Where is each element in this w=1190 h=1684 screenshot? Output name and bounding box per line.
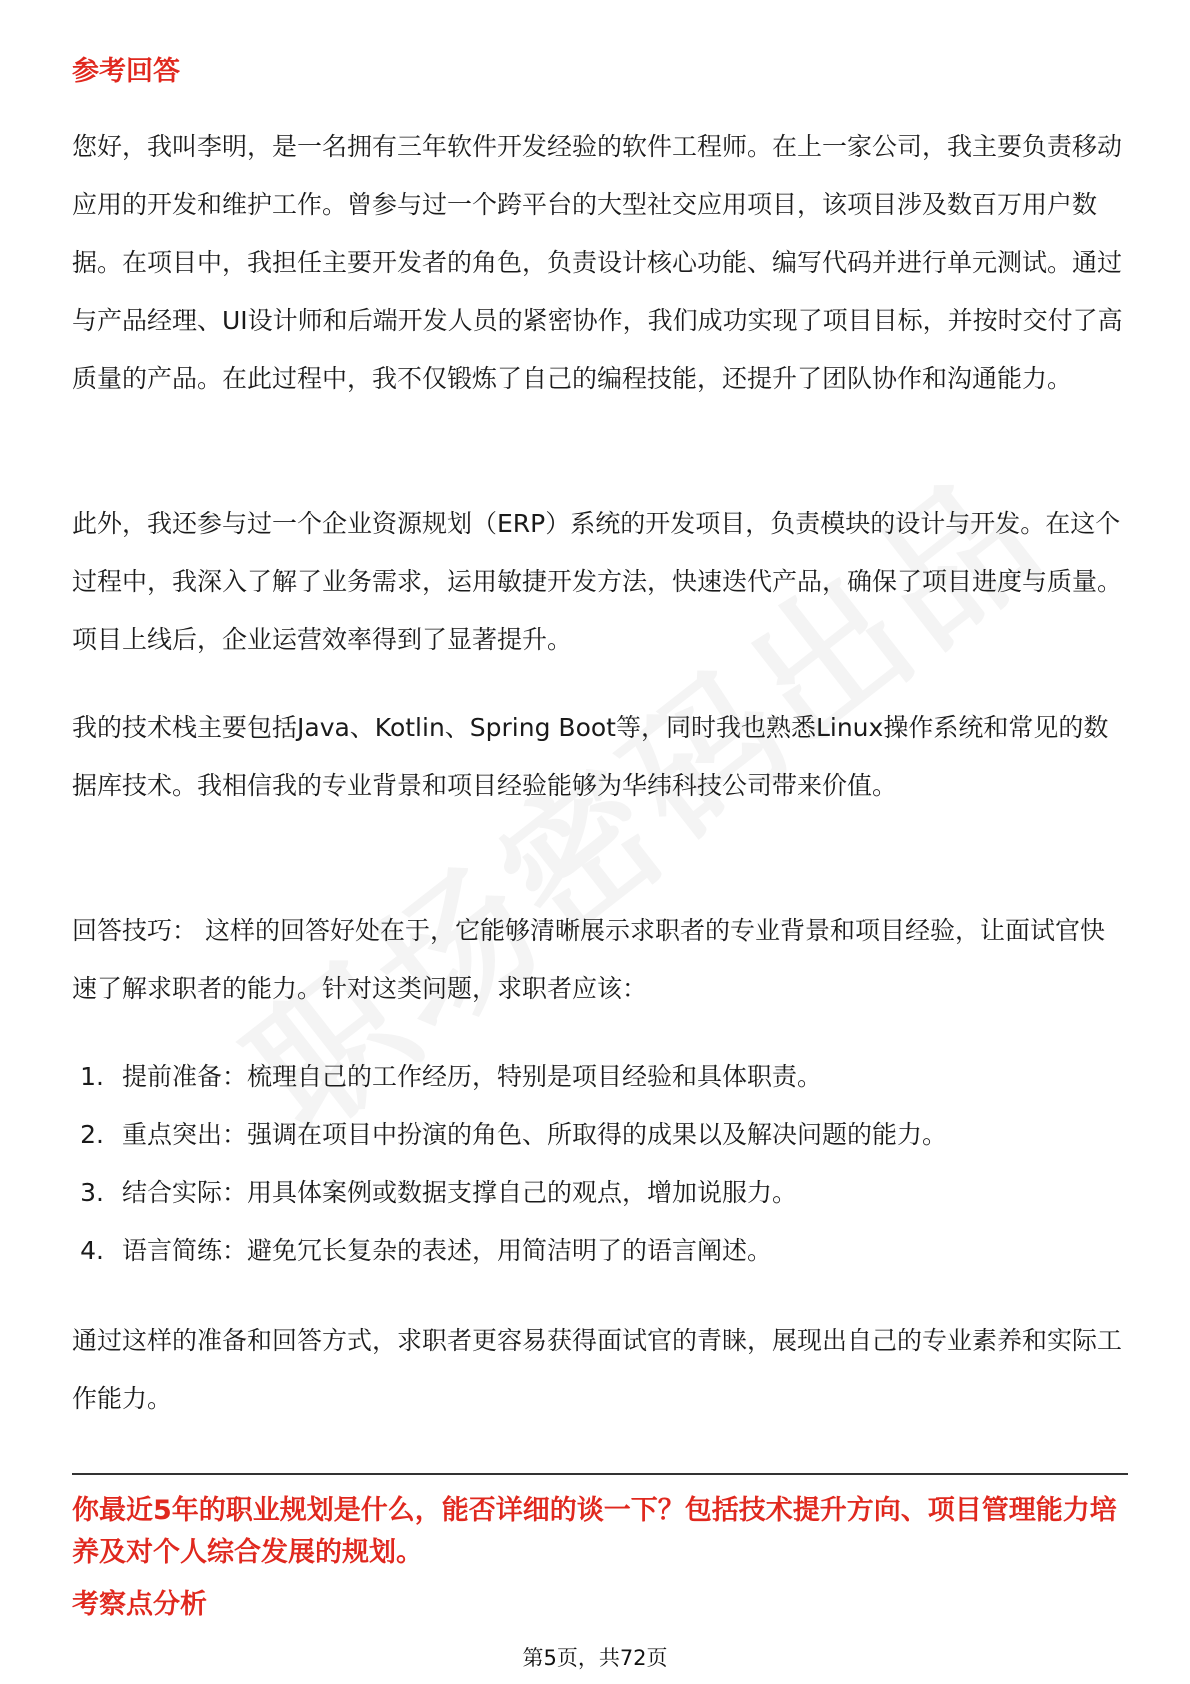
section-divider: [72, 1473, 1128, 1475]
next-question-heading: 你最近5年的职业规划是什么，能否详细的谈一下？包括技术提升方向、项目管理能力培养及对个人综合发展的规划。: [72, 1495, 1117, 1568]
paragraph-erp: 此外，我还参与过一个企业资源规划（ERP）系统的开发项目，负责模块的设计与开发。在这个过程中，我深入了解了业务需求，运用敏捷开发方法，快速迭代产品，确保了项目进度与质量。项目上线后，企业运营效率得到了显著提升。: [72, 509, 1123, 654]
list-item-text: 语言简练：避免冗长复杂的表述，用简洁明了的语言阐述。: [122, 1236, 773, 1265]
list-item: [72, 1048, 1128, 1106]
paragraph-tech-stack: 我的技术栈主要包括Java、Kotlin、Spring Boot等，同时我也熟悉Linux操作系统和常见的数据库技术。我相信我的专业背景和项目经验能够为华纬科技公司带来价值。: [72, 713, 1109, 800]
paragraph-intro: 您好，我叫李明，是一名拥有三年软件开发经验的软件工程师。在上一家公司，我主要负责移动应用的开发和维护工作。曾参与过一个跨平台的大型社交应用项目，该项目涉及数百万用户数据。在项目中，我担任主要开发者的角色，负责设计核心功能、编写代码并进行单元测试。通过与产品经理、UI设计师和后端开发人员的紧密协作，我们成功实现了项目目标，并按时交付了高质量的产品。在此过程中，我不仅锻炼了自己的编程技能，还提升了团队协作和沟通能力。: [72, 132, 1123, 393]
list-item-number: 2.: [80, 1120, 104, 1149]
list-item-text: 结合实际：用具体案例或数据支撑自己的观点，增加说服力。: [122, 1178, 798, 1207]
list-item: [72, 1164, 1128, 1222]
analysis-heading: 考察点分析: [72, 1589, 207, 1620]
list-item-number: 4.: [80, 1236, 104, 1265]
paragraph-tips-intro: 回答技巧： 这样的回答好处在于，它能够清晰展示求职者的专业背景和项目经验，让面试官快速了解求职者的能力。针对这类问题，求职者应该：: [72, 916, 1105, 1003]
list-item: [72, 1222, 1128, 1280]
list-item: [72, 1106, 1128, 1164]
list-item-number: 1.: [80, 1062, 104, 1091]
list-item-text: 提前准备：梳理自己的工作经历，特别是项目经验和具体职责。: [122, 1062, 823, 1091]
list-item-number: 3.: [80, 1178, 104, 1207]
answer-heading: 参考回答: [72, 56, 180, 87]
list-item-text: 重点突出：强调在项目中扮演的角色、所取得的成果以及解决问题的能力。: [122, 1120, 948, 1149]
page-footer: 第5页，共72页: [522, 1646, 668, 1670]
tips-list: [72, 1048, 1128, 1280]
paragraph-conclusion: 通过这样的准备和回答方式，求职者更容易获得面试官的青睐，展现出自己的专业素养和实际工作能力。: [72, 1326, 1123, 1413]
